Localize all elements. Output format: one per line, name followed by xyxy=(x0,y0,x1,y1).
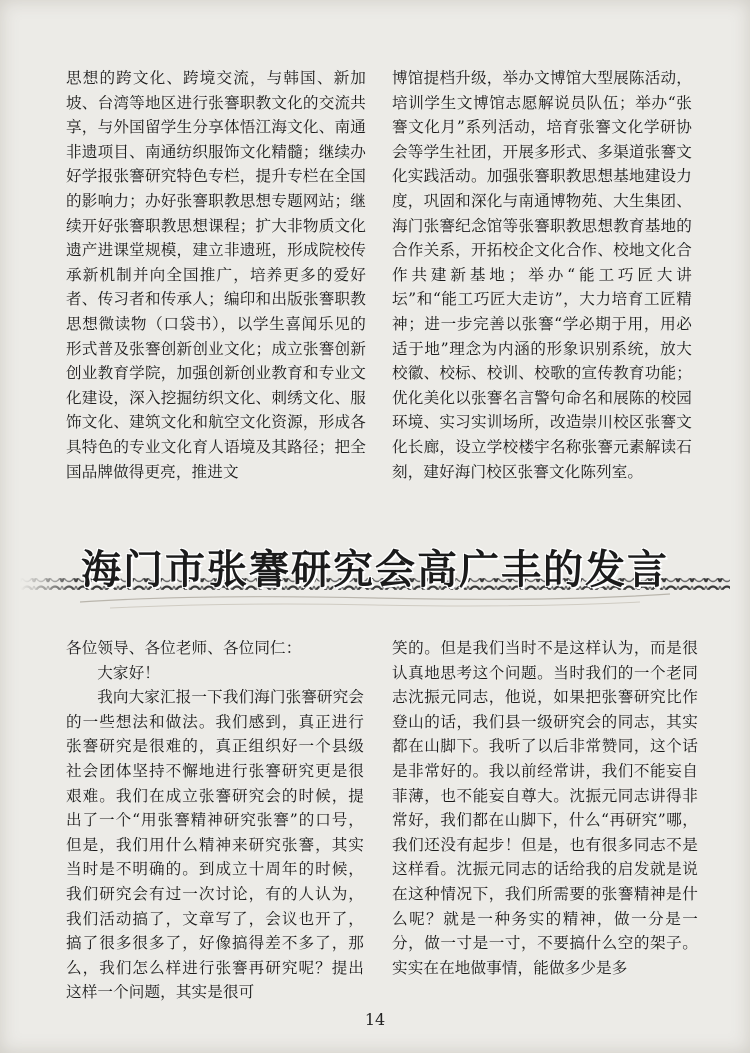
section-title: 海门市张謇研究会高广丰的发言 xyxy=(81,547,669,593)
speech-right-column xyxy=(392,636,698,980)
speech-body-left: 我向大家汇报一下我们海门张謇研究会的一些想法和做法。我们感到，真正进行张謇研究是很难的，真正组织好一个县级社会团体坚持不懈地进行张謇研究更是很艰难。我们在成立张謇研究会的时候，提出了一个“用张謇精神研究张謇”的口号，但是，我们用什么精神来研究张謇，其实当时是不明确的。到成立十周年的时候，我们研究会有过一次讨论，有的人认为，我们活动搞了，文章写了，会议也开了，搞了很多很多了，好像搞得差不多了，那么，我们怎么样进行张謇再研究呢？提出这样一个问题，其实是很可 xyxy=(66,688,364,1002)
speech-salutation: 各位领导、各位老师、各位同仁： xyxy=(66,639,302,657)
top-left-paragraph: 思想的跨文化、跨境交流，与韩国、新加坡、台湾等地区进行张謇职教文化的交流共享，与外国留学生分享体悟江海文化、南通非遗项目、南通纺织服饰文化精髓；继续办好学报张謇研究特色专栏，提升专栏在全国的影响力；办好张謇职教思想专题网站；继续开好张謇职教思想课程；扩大非物质文化遗产进课堂规模，建立非遗班，形成院校传承新机制并向全国推广，培养更多的爱好者、传习者和传承人；编印和出版张謇职教思想微读物（口袋书），以学生喜闻乐见的形式普及张謇创新创业文化；成立张謇创新创业教育学院，加强创新创业教育和专业文化建设，深入挖掘纺织文化、刺绣文化、服饰文化、建筑文化和航空文化资源，形成各具特色的专业文化育人语境及其路径；把全国品牌做得更亮，推进文 xyxy=(66,69,366,481)
speech-body-right: 笑的。但是我们当时不是这样认为，而是很认真地思考这个问题。当时我们的一个老同志沈振元同志，他说，如果把张謇研究比作登山的话，我们县一级研究会的同志，其实都在山脚下。我听了以后非常赞同，这个话是非常好的。我以前经常讲，我们不能妄自菲薄，也不能妄自尊大。沈振元同志讲得非常好，我们都在山脚下，什么“再研究”哪，我们还没有起步！但是，也有很多同志不是这样看。沈振元同志的话给我的启发就是说在这种情况下，我们所需要的张謇精神是什么呢？就是一种务实的精神，做一分是一分，做一寸是一寸，不要搞什么空的架子。实实在在地做事情，能做多少是多 xyxy=(392,639,698,977)
top-left-column xyxy=(66,66,366,484)
section-title-band xyxy=(0,522,750,622)
page-number: 14 xyxy=(364,1010,386,1029)
top-right-paragraph: 博馆提档升级，举办文博馆大型展陈活动，培训学生文博馆志愿解说员队伍；举办“张謇文化月”系列活动，培育张謇文化学研协会等学生社团，开展多形式、多渠道张謇文化实践活动。加强张謇职教思想基地建设力度，巩固和深化与南通博物苑、大生集团、海门张謇纪念馆等张謇职教思想教育基地的合作关系，开拓校企文化合作、校地文化合作共建新基地；举办“能工巧匠大讲坛”和“能工巧匠大走访”，大力培育工匠精神；进一步完善以张謇“学必期于用，用必适于地”理念为内涵的形象识别系统，放大校徽、校标、校训、校歌的宣传教育功能；优化美化以张謇名言警句命名和展陈的校园环境、实习实训场所，改造崇川校区张謇文化长廊，设立学校楼宇名称张謇元素解读石刻，建好海门校区张謇文化陈列室。 xyxy=(392,69,692,481)
speech-left-column xyxy=(66,636,364,1005)
top-right-column xyxy=(392,66,692,484)
speech-greeting: 大家好！ xyxy=(97,663,160,682)
